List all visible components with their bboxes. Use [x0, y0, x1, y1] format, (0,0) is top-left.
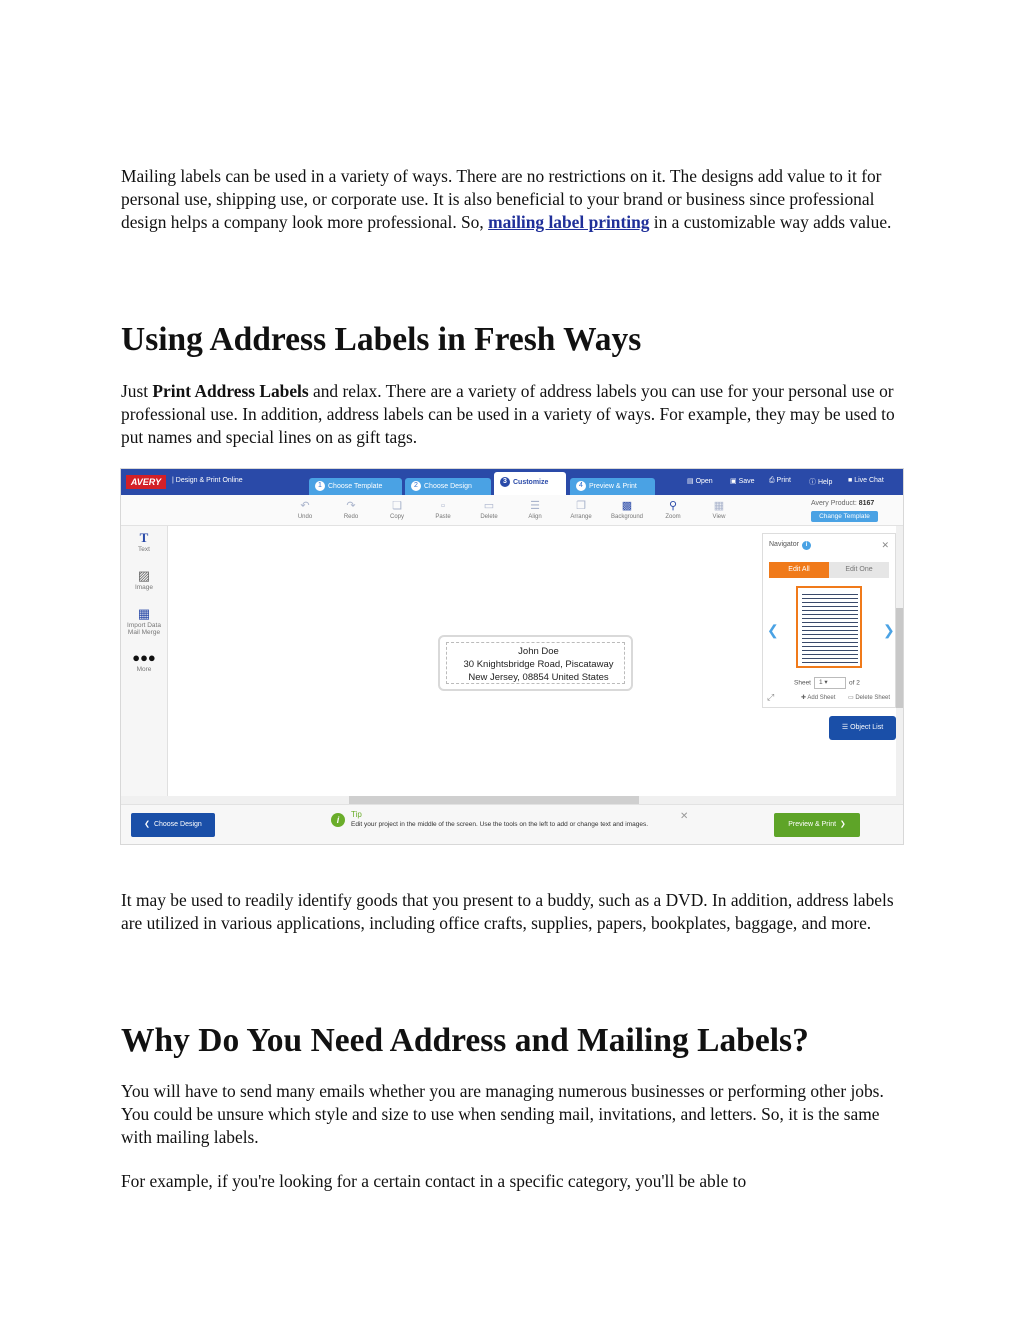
- navigator-title-text: Navigator: [769, 541, 799, 548]
- sheet-selector-row: [794, 677, 860, 689]
- choose-design-button[interactable]: [131, 813, 215, 837]
- avery-app-screenshot: [120, 468, 904, 845]
- preview-print-button[interactable]: [774, 813, 860, 837]
- text-tool-label: Text: [138, 546, 150, 553]
- product-label: Avery Product:: [811, 500, 857, 507]
- close-icon[interactable]: ✕: [881, 540, 889, 550]
- view-label: View: [712, 514, 726, 520]
- vertical-scrollbar[interactable]: [896, 526, 904, 796]
- arrange-button[interactable]: [561, 499, 601, 520]
- app-toolbar: [121, 495, 904, 526]
- app-bottom-bar: [121, 804, 904, 845]
- background-label: Background: [610, 514, 644, 520]
- paragraph-2: It may be used to readily identify goods that you present to a buddy, such as a DVD. In addition, address labels are utilized in various applications, including office crafts, supplies, papers, bookplates, baggage, and more.: [121, 890, 894, 933]
- grid-icon: ▦: [713, 500, 725, 512]
- tab-label: Preview & Print: [589, 483, 637, 490]
- image-icon: ▨: [137, 568, 151, 583]
- tip-close-icon[interactable]: ✕: [680, 811, 689, 822]
- zoom-label: Zoom: [665, 514, 681, 520]
- help-label: Help: [817, 479, 833, 486]
- undo-button[interactable]: [285, 499, 325, 520]
- delete-label: Delete: [480, 514, 498, 520]
- navigator-panel: [762, 533, 896, 708]
- more-label: More: [136, 666, 152, 673]
- tab-preview-print[interactable]: [570, 478, 655, 495]
- horizontal-scrollbar[interactable]: [121, 796, 904, 804]
- zoom-icon: ⚲: [668, 500, 678, 512]
- section1-heading: Using Address Labels in Fresh Ways: [121, 321, 642, 358]
- align-button[interactable]: [515, 499, 555, 520]
- undo-label: Undo: [297, 514, 313, 520]
- folder-icon: ▤: [687, 478, 696, 485]
- delete-button[interactable]: [469, 499, 509, 520]
- tab-number: 4: [576, 481, 586, 491]
- section2-heading: Why Do You Need Address and Mailing Labels?: [121, 1022, 809, 1059]
- import-data-tool[interactable]: [121, 606, 167, 636]
- navigator-title: [769, 541, 811, 550]
- chevron-right-icon[interactable]: ❯: [883, 622, 895, 638]
- choose-design-label: Choose Design: [153, 821, 202, 828]
- layers-icon: ☰: [841, 724, 851, 731]
- change-template-button[interactable]: Change Template: [811, 511, 878, 522]
- mailing-label-printing-link[interactable]: mailing label printing: [488, 212, 650, 232]
- brand-text: | Design & Print Online: [172, 477, 243, 484]
- label-line-name[interactable]: John Doe: [518, 646, 559, 657]
- image-tool-label: Image: [134, 584, 154, 591]
- intro-paragraph: [121, 165, 906, 234]
- label-line-city[interactable]: New Jersey, 08854 United States: [468, 672, 609, 683]
- align-icon: ☰: [530, 500, 540, 512]
- help-icon: ⓘ: [809, 479, 818, 486]
- preview-print-label: Preview & Print: [788, 821, 837, 828]
- tip-text: Edit your project in the middle of the screen. Use the tools on the left to add or change text and images.: [351, 821, 649, 828]
- delete-sheet-label: Delete Sheet: [855, 695, 891, 701]
- paste-label: Paste: [435, 514, 451, 520]
- image-tool[interactable]: [121, 568, 167, 591]
- tab-choose-template[interactable]: [309, 478, 402, 495]
- print-link[interactable]: [769, 477, 791, 485]
- tab-number: 3: [500, 477, 510, 487]
- import-data-label: Import Data Mail Merge: [127, 622, 161, 636]
- section1-prefix: Just: [121, 381, 153, 401]
- product-number: 8167: [858, 500, 875, 507]
- chevron-right-icon: ❯: [836, 821, 846, 828]
- avery-product: [811, 500, 874, 507]
- section1-rest: and relax. There are a variety of address labels you can use for your personal use or professional use. In addition, address labels can be used in a variety of ways. For example, they may be used to put names and special lines on as gift tags.: [121, 381, 895, 447]
- intro-text: Mailing labels can be used in a variety of ways. There are no restrictions on it. The designs add value to it for personal use, shipping use, or corporate use. It is also beneficial to your brand or business since professional design helps a company look more professional. So,: [121, 166, 882, 232]
- paste-icon: ▫: [441, 500, 445, 512]
- save-link[interactable]: [730, 477, 755, 485]
- horizontal-scroll-thumb[interactable]: [349, 796, 639, 804]
- tab-number: 1: [315, 481, 325, 491]
- address-label-preview[interactable]: [438, 635, 633, 691]
- sheet-thumbnail[interactable]: [796, 586, 862, 668]
- view-button[interactable]: [699, 499, 739, 520]
- intro-text-end: in a customizable way adds value.: [649, 212, 892, 232]
- sheet-select-value: 1: [819, 679, 823, 686]
- tip-title: Tip: [351, 810, 362, 819]
- print-address-labels-bold: Print Address Labels: [152, 381, 309, 401]
- sheet-select[interactable]: 1 ▾: [814, 677, 846, 689]
- redo-label: Redo: [343, 514, 359, 520]
- arrange-icon: ❐: [576, 500, 586, 512]
- tab-number: 2: [411, 481, 421, 491]
- tab-customize[interactable]: [494, 472, 566, 495]
- tab-label: Choose Template: [328, 483, 383, 490]
- open-link[interactable]: [687, 477, 713, 485]
- sheet-label-grid: [802, 591, 858, 663]
- print-label: Print: [776, 477, 791, 484]
- text-icon: T: [139, 530, 149, 545]
- object-list-label: Object List: [850, 724, 884, 731]
- app-top-bar: [121, 469, 904, 495]
- align-label: Align: [528, 514, 542, 520]
- copy-label: Copy: [389, 514, 404, 520]
- more-dots-icon: ●●●: [132, 650, 156, 665]
- save-label: Save: [738, 478, 755, 485]
- save-icon: ▣: [730, 478, 739, 485]
- help-link[interactable]: [809, 477, 832, 487]
- background-button[interactable]: [607, 499, 647, 520]
- sheet-count: of 2: [849, 679, 860, 687]
- avery-logo: AVERY: [126, 475, 166, 489]
- edit-one-button[interactable]: Edit One: [829, 562, 889, 578]
- zoom-button[interactable]: [653, 499, 693, 520]
- redo-icon: ↷: [346, 500, 356, 512]
- edit-all-button[interactable]: Edit All: [769, 562, 829, 578]
- chevron-left-icon: ❮: [144, 821, 154, 828]
- table-icon: ▦: [137, 606, 151, 621]
- open-label: Open: [695, 478, 713, 485]
- live-chat-label: Live Chat: [854, 477, 884, 484]
- left-tool-panel: [121, 526, 168, 796]
- info-icon[interactable]: i: [802, 541, 811, 550]
- section2-paragraph-2: For example, if you're looking for a certain contact in a specific category, you'll be able to: [121, 1171, 747, 1191]
- copy-icon: ❏: [392, 500, 402, 512]
- trash-icon: ▭: [483, 500, 495, 512]
- paste-button[interactable]: [423, 499, 463, 520]
- sheet-label: Sheet: [794, 679, 811, 687]
- tab-label: Customize: [513, 479, 549, 486]
- delete-sheet-button[interactable]: ▭ Delete Sheet: [848, 695, 891, 701]
- copy-button[interactable]: [377, 499, 417, 520]
- tab-label: Choose Design: [424, 483, 472, 490]
- more-tool[interactable]: [121, 650, 167, 673]
- add-sheet-button[interactable]: ✚ Add Sheet: [801, 695, 836, 701]
- redo-button[interactable]: [331, 499, 371, 520]
- section2-paragraph-1: You will have to send many emails whether you are managing numerous businesses or performing other jobs. You could be unsure which style and size to use when sending mail, invitations, and letters. So, it is the same with mailing labels.: [121, 1081, 884, 1147]
- printer-icon: ⎙: [769, 477, 777, 484]
- background-icon: ▩: [621, 500, 633, 512]
- chat-icon: ■: [848, 477, 855, 484]
- chevron-left-icon[interactable]: ❮: [767, 622, 779, 638]
- arrange-label: Arrange: [570, 514, 592, 520]
- undo-icon: ↶: [300, 500, 310, 512]
- section1-paragraph: [121, 380, 906, 449]
- label-line-street[interactable]: 30 Knightsbridge Road, Piscataway: [463, 659, 614, 670]
- tip-info-icon: i: [331, 813, 345, 827]
- vertical-scroll-thumb[interactable]: [896, 608, 904, 708]
- label-safe-area: [446, 642, 625, 684]
- tab-choose-design[interactable]: [405, 478, 491, 495]
- object-list-button[interactable]: [829, 716, 896, 740]
- text-tool[interactable]: [121, 530, 167, 553]
- expand-icon[interactable]: ⤢: [767, 692, 775, 702]
- add-sheet-label: Add Sheet: [807, 695, 836, 701]
- live-chat-link[interactable]: [848, 477, 884, 484]
